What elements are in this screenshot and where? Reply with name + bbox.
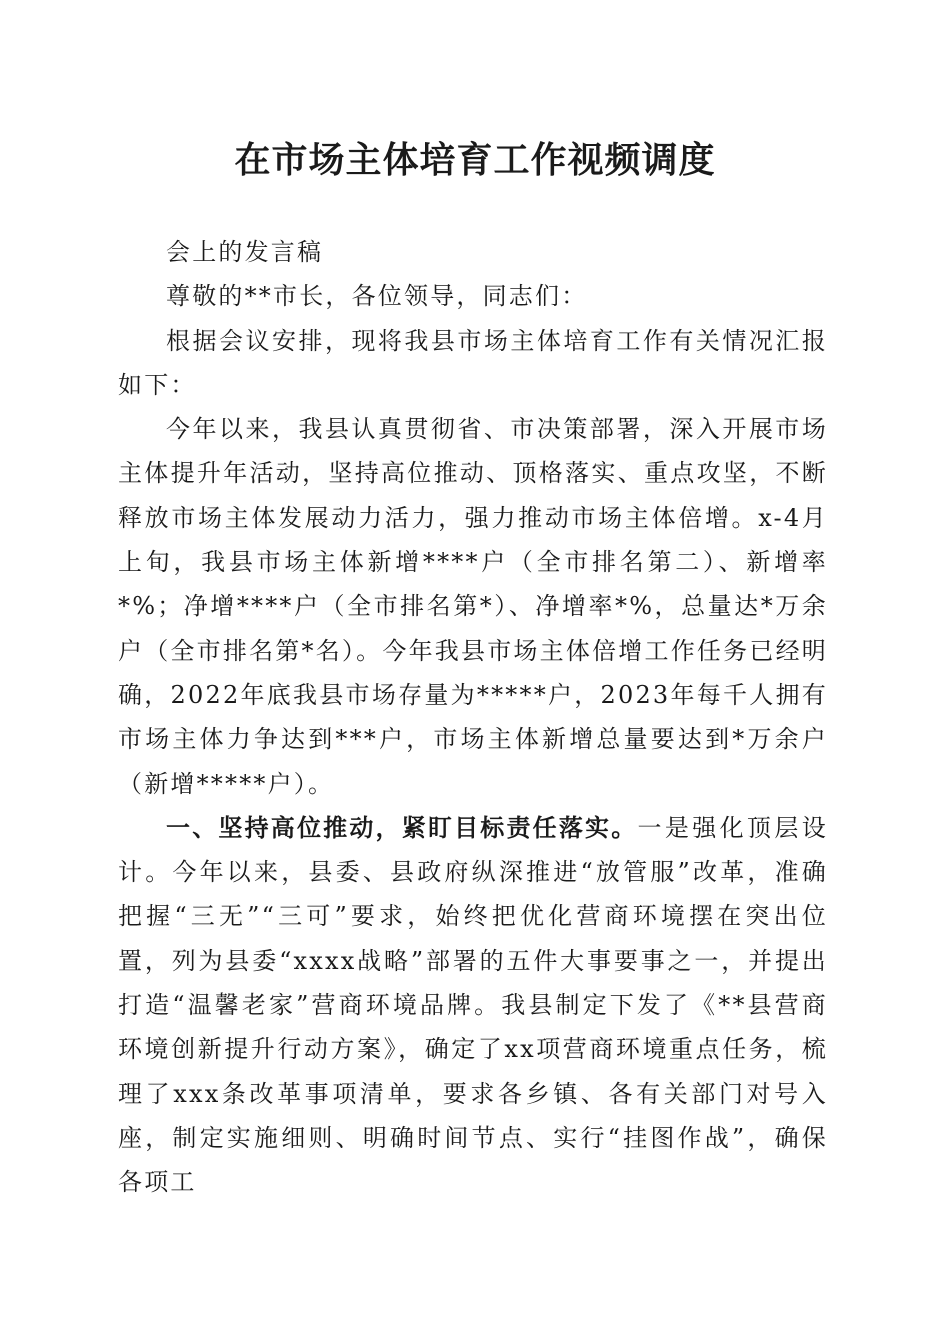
intro-paragraph: 根据会议安排，现将我县市场主体培育工作有关情况汇报如下： [118,326,828,399]
salutation-paragraph: 尊敬的**市长，各位领导，同志们： [166,282,588,311]
overview-paragraph: 今年以来，我县认真贯彻省、市决策部署，深入开展市场主体提升年活动，坚持高位推动、顶格落实、重点攻坚，不断释放市场主体发展动力活力，强力推动市场主体倍增。x-4月上旬，我县市场主体新增****户（全市排名第二）、新增率*%；净增****户（全市排名第*）、净增率*%，总量达*万余户（全市排名第*名）。今年我县市场主体倍增工作任务已经明确，2022年底我县市场存量为*****户，2023年每千人拥有市场主体力争达到***户，市场主体新增总量要达到*万余户（新增*****户）。 [118,415,828,798]
section-one-heading: 一、坚持高位推动，紧盯目标责任落实。 [166,813,638,842]
document-body [118,230,828,1205]
subtitle-paragraph: 会上的发言稿 [166,238,324,266]
section-one-text: 一是强化顶层设计。今年以来，县委、县政府纵深推进“放管服”改革，准确把握“三无”“三可”要求，始终把优化营商环境摆在突出位置，列为县委“xxxx战略”部署的五件大事要事之一，并提出打造“温馨老家”营商环境品牌。我县制定下发了《**县营商环境创新提升行动方案》，确定了xx项营商环境重点任务，梳理了xxx条改革事项清单，要求各乡镇、各有关部门对号入座，制定实施细则、明确时间节点、实行“挂图作战”，确保各项工 [118,813,829,1197]
document-title: 在市场主体培育工作视频调度 [234,139,716,181]
section-one-paragraph [118,806,828,1205]
